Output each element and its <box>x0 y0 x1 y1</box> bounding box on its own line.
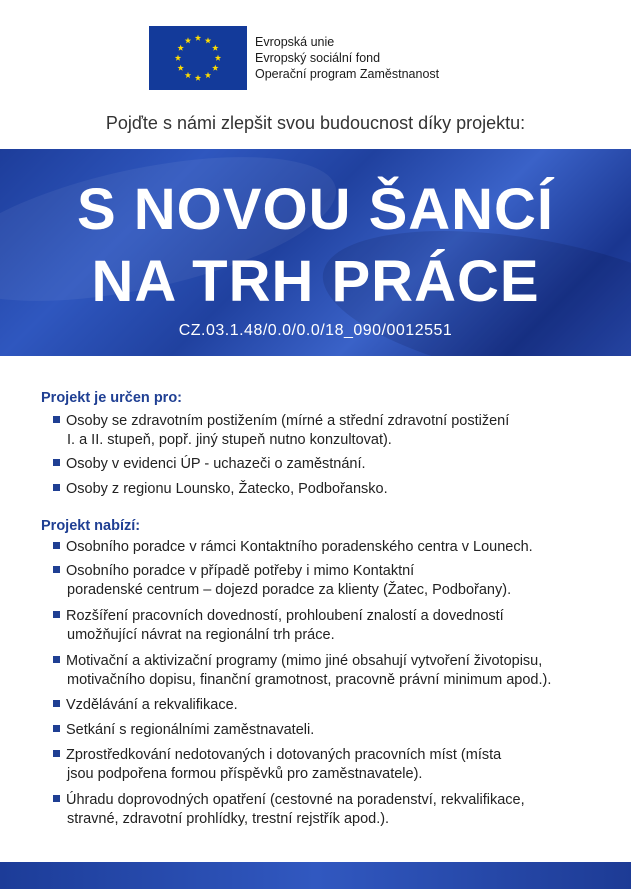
star-icon <box>212 45 218 51</box>
list-item: Osoby se zdravotním postižením (mírné a střední zdravotní postižení I. a II. stupeň, popř. jiný stupeň nutno konzultovat). <box>53 412 623 450</box>
star-icon <box>212 65 218 71</box>
list-item: Rozšíření pracovních dovedností, prohloubení znalostí a dovedností umožňující návrat na regionální trh práce. <box>53 607 623 645</box>
list-item: Vzdělávání a rekvalifikace. <box>53 696 623 715</box>
eu-line-3: Operační program Zaměstnanost <box>255 67 440 81</box>
star-icon <box>215 55 221 61</box>
section-title-offer: Projekt nabízí: <box>41 518 141 534</box>
project-code: CZ.03.1.48/0.0/0.0/18_090/0012551 <box>178 322 453 339</box>
star-icon <box>175 55 181 61</box>
bullet-icon <box>53 656 60 663</box>
eu-header <box>149 26 439 90</box>
bullet-icon <box>53 484 60 491</box>
list-item: Setkání s regionálními zaměstnavateli. <box>53 721 623 740</box>
bullet-icon <box>53 542 60 549</box>
bullet-icon <box>53 416 60 423</box>
bullet-icon <box>53 459 60 466</box>
list-item: Osoby z regionu Lounsko, Žatecko, Podbořansko. <box>53 480 623 499</box>
footer-bar <box>0 862 631 889</box>
list-item: Úhradu doprovodných opatření (cestovné na poradenství, rekvalifikace, stravné, zdravotní prohlídky, trestní rejstřík apod.). <box>53 791 623 829</box>
eu-text <box>255 34 439 82</box>
eu-line-1: Evropská unie <box>255 35 335 49</box>
star-icon <box>177 45 183 51</box>
section-title-target: Projekt je určen pro: <box>41 390 183 406</box>
star-icon <box>185 37 191 43</box>
eu-line-2: Evropský sociální fond <box>255 51 381 65</box>
intro-text: Pojďte s námi zlepšit svou budoucnost díky projektu: <box>105 113 526 133</box>
title-line-2: NA TRH PRÁCE <box>91 249 540 314</box>
star-icon <box>205 37 211 43</box>
list-item: Osobního poradce v případě potřeby i mimo Kontaktní poradenské centrum – dojezd poradce za klienty (Žatec, Podbořany). <box>53 562 623 600</box>
eu-flag-icon <box>149 26 247 90</box>
bullet-icon <box>53 566 60 573</box>
list-item: Motivační a aktivizační programy (mimo jiné obsahují vytvoření životopisu, motivačního dopisu, finanční gramotnost, pracovně právní minimum apod.). <box>53 652 623 690</box>
bullet-icon <box>53 611 60 618</box>
list-item: Zprostředkování nedotovaných i dotovaných pracovních míst (místa jsou podpořena formou příspěvků pro zaměstnavatele). <box>53 746 623 784</box>
star-icon <box>185 72 191 78</box>
bullet-icon <box>53 700 60 707</box>
bullet-icon <box>53 750 60 757</box>
bullet-icon <box>53 795 60 802</box>
bullet-icon <box>53 725 60 732</box>
star-icon <box>177 65 183 71</box>
list-item: Osobního poradce v rámci Kontaktního poradenského centra v Lounech. <box>53 538 623 557</box>
star-icon <box>205 72 211 78</box>
star-icon <box>195 35 201 41</box>
star-icon <box>195 75 201 81</box>
title-line-1: S NOVOU ŠANCÍ <box>76 177 555 242</box>
list-item: Osoby v evidenci ÚP - uchazeči o zaměstnání. <box>53 455 623 474</box>
